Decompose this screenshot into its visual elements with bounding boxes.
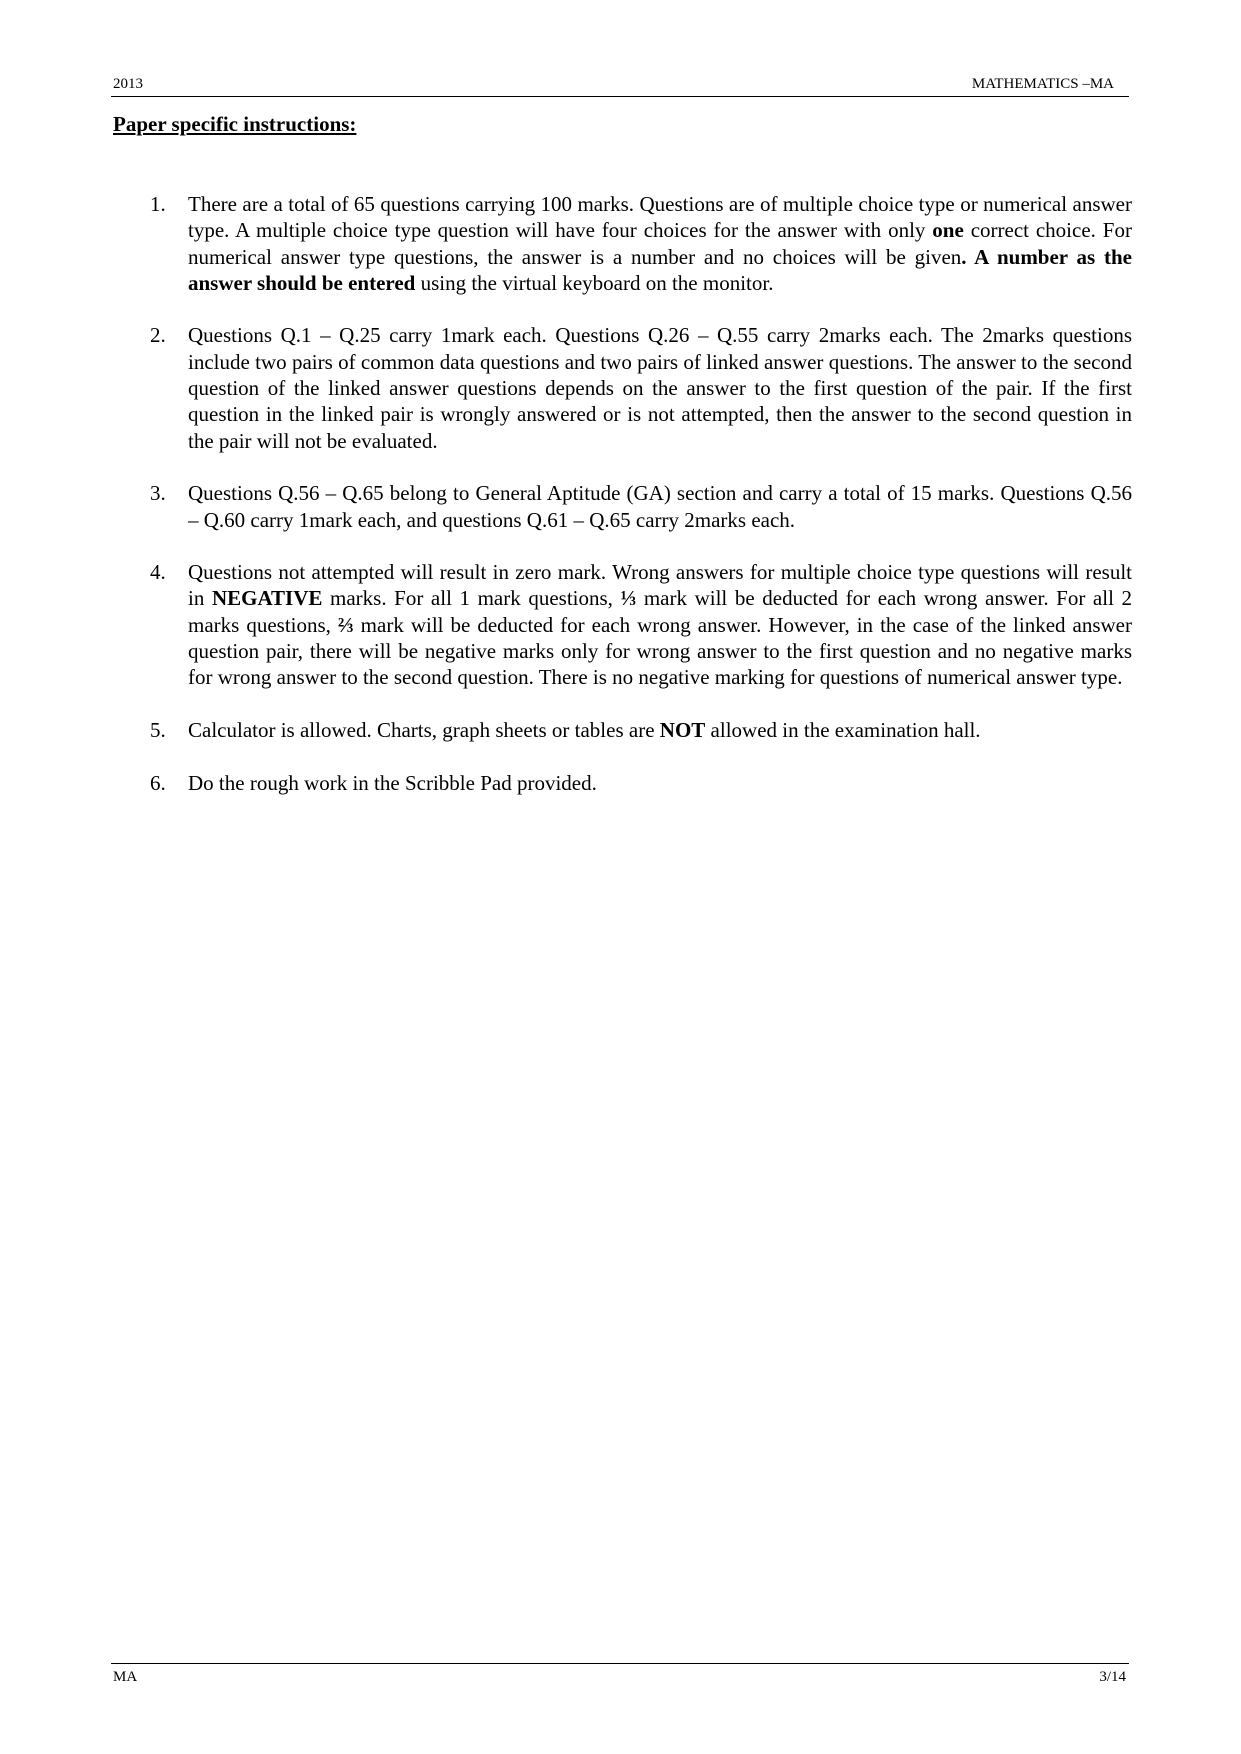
instruction-text-segment: allowed in the examination hall.: [705, 717, 981, 742]
instruction-emphasis: one: [932, 218, 964, 243]
instruction-number: 2.: [150, 323, 166, 348]
instruction-emphasis: NOT: [659, 717, 706, 742]
instruction-text-segment: There are a total of 65 questions carrying 100 marks. Questions are of multiple choice type or numerical answer type. A multiple choice type question will have four choices for the answer with only: [188, 192, 1132, 243]
instruction-text: Questions Q.56 – Q.65 belong to General Aptitude (GA) section and carry a total of 15 marks. Questions Q.56 – Q.60 carry 1mark each, and questions Q.61 – Q.65 carry 2marks each.: [188, 481, 1132, 532]
instruction-number: 5.: [150, 717, 166, 742]
instruction-text-segment: correct choice. For numerical answer type questions, the answer is a number and no choices will be given: [188, 218, 1132, 269]
instruction-emphasis: NEGATIVE: [211, 586, 323, 611]
section-title: Paper specific instructions:: [113, 112, 357, 136]
instruction-emphasis: ⅔: [337, 612, 354, 637]
instruction-item-1: [150, 191, 1132, 296]
instruction-text: Questions Q.1 – Q.25 carry 1mark each. Questions Q.26 – Q.55 carry 2marks each. The 2marks questions include two pairs of common data questions and two pairs of linked answer questions. The answer to the second question of the linked answer questions depends on the answer to the first question of the pair. If the first question in the linked pair is wrongly answered or is not attempted, then the answer to the second question in the pair will not be evaluated.: [188, 323, 1132, 453]
instruction-text-segment: marks. For all 1 mark questions,: [322, 586, 621, 611]
instructions-list: [150, 191, 1132, 822]
instruction-emphasis: . A number as the answer should be entered: [188, 244, 1132, 295]
header-subject: MATHEMATICS –MA: [971, 76, 1114, 92]
instruction-text: [188, 559, 1132, 690]
instruction-item-3: [150, 480, 1132, 533]
footer-page-number: 3/14: [1099, 1669, 1126, 1685]
footer-paper-code: MA: [113, 1669, 138, 1685]
page-header: [111, 74, 1129, 97]
instruction-number: 6.: [150, 770, 166, 795]
instruction-text-segment: mark will be deducted for each wrong answer. However, in the case of the linked answer question pair, there will be negative marks only for wrong answer to the first question and no negative marks for wrong answer to the second question. There is no negative marking for questions of numerical answer type.: [188, 612, 1132, 690]
instruction-text-segment: using the virtual keyboard on the monitor.: [415, 270, 774, 295]
instruction-number: 4.: [150, 560, 166, 585]
instruction-text-segment: Questions not attempted will result in zero mark. Wrong answers for multiple choice type questions will result in: [188, 560, 1132, 611]
instruction-text-segment: Calculator is allowed. Charts, graph sheets or tables are: [188, 717, 660, 742]
page-footer: [111, 1663, 1129, 1686]
instruction-item-4: [150, 559, 1132, 690]
instruction-text: Do the rough work in the Scribble Pad provided.: [188, 770, 597, 795]
instruction-text: [188, 191, 1132, 296]
instruction-number: 3.: [150, 481, 166, 506]
instruction-item-5: [150, 717, 1132, 743]
instruction-text: [188, 717, 1132, 743]
instruction-number: 1.: [150, 192, 166, 216]
instruction-text-segment: mark will be deducted for each wrong answer. For all 2 marks questions,: [188, 586, 1132, 637]
instruction-item-2: [150, 322, 1132, 453]
instruction-emphasis: ⅓: [620, 586, 637, 611]
instruction-item-6: [150, 770, 1132, 796]
header-year: 2013: [113, 76, 143, 92]
